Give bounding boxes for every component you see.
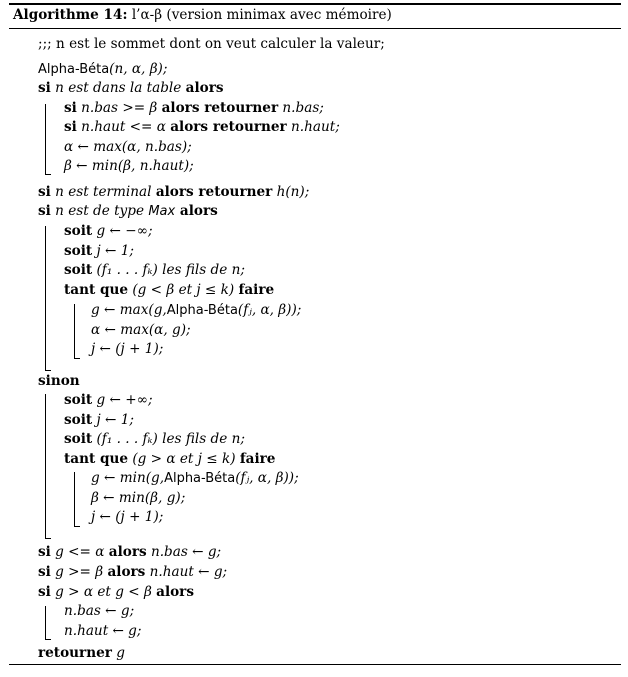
block-bar-update — [45, 606, 51, 640]
line-max-j-increment: j ← (j + 1); — [91, 341, 164, 357]
line-return-g: retourner g — [38, 645, 125, 661]
block-bar-table — [45, 104, 51, 175]
line-min-beta-update: β ← min(β, g); — [91, 490, 186, 506]
line-if-in-table: si n est dans la table alors — [38, 80, 224, 96]
algorithm-title: l’α-β (version minimax avec mémoire) — [131, 7, 392, 23]
line-if-g-between: si g > α et g < β alors — [38, 584, 194, 600]
line-alpha-max: α ← max(α, n.bas); — [64, 139, 192, 155]
line-set-haut: n.haut ← g; — [64, 623, 142, 639]
line-max-alpha-update: α ← max(α, g); — [91, 322, 191, 338]
line-sinon: sinon — [38, 373, 80, 389]
line-set-bas: n.bas ← g; — [64, 603, 135, 619]
line-min-soit-fils: soit (f₁ . . . fₖ) les fils de n; — [64, 431, 245, 447]
line-if-g-ge-beta: si g >= β alors n.haut ← g; — [38, 564, 228, 580]
line-min-soit-g: soit g ← +∞; — [64, 392, 153, 408]
line-max-soit-fils: soit (f₁ . . . fₖ) les fils de n; — [64, 262, 245, 278]
algorithm-header — [13, 7, 392, 23]
header-rule — [9, 28, 621, 29]
line-max-soit-j: soit j ← 1; — [64, 243, 134, 259]
line-if-max: si n est de type Max alors — [38, 203, 218, 219]
line-min-soit-j: soit j ← 1; — [64, 412, 134, 428]
line-max-soit-g: soit g ← −∞; — [64, 223, 153, 239]
block-bar-min-loop — [74, 472, 80, 527]
bottom-rule — [9, 664, 621, 665]
block-bar-max — [45, 226, 51, 371]
block-bar-max-loop — [74, 304, 80, 359]
block-bar-min — [45, 394, 51, 539]
line-min-g-update: g ← min(g,Alpha-Béta(fⱼ, α, β)); — [91, 470, 299, 486]
comment-line: ;;; n est le sommet dont on veut calculer la valeur; — [38, 36, 385, 52]
line-min-while: tant que (g > α et j ≤ k) faire — [64, 451, 276, 467]
line-max-g-update: g ← max(g,Alpha-Béta(fⱼ, α, β)); — [91, 302, 302, 318]
top-rule — [9, 3, 621, 5]
line-min-j-increment: j ← (j + 1); — [91, 509, 164, 525]
line-max-while: tant que (g < β et j ≤ k) faire — [64, 282, 275, 298]
line-if-terminal: si n est terminal alors retourner h(n); — [38, 184, 310, 200]
line-if-bas: si n.bas >= β alors retourner n.bas; — [64, 100, 324, 116]
function-signature: Alpha-Béta(n, α, β); — [38, 61, 168, 77]
line-beta-min: β ← min(β, n.haut); — [64, 158, 194, 174]
line-if-haut: si n.haut <= α alors retourner n.haut; — [64, 119, 340, 135]
line-if-g-le-alpha: si g <= α alors n.bas ← g; — [38, 544, 222, 560]
algorithm-label: Algorithme 14: — [13, 7, 128, 23]
